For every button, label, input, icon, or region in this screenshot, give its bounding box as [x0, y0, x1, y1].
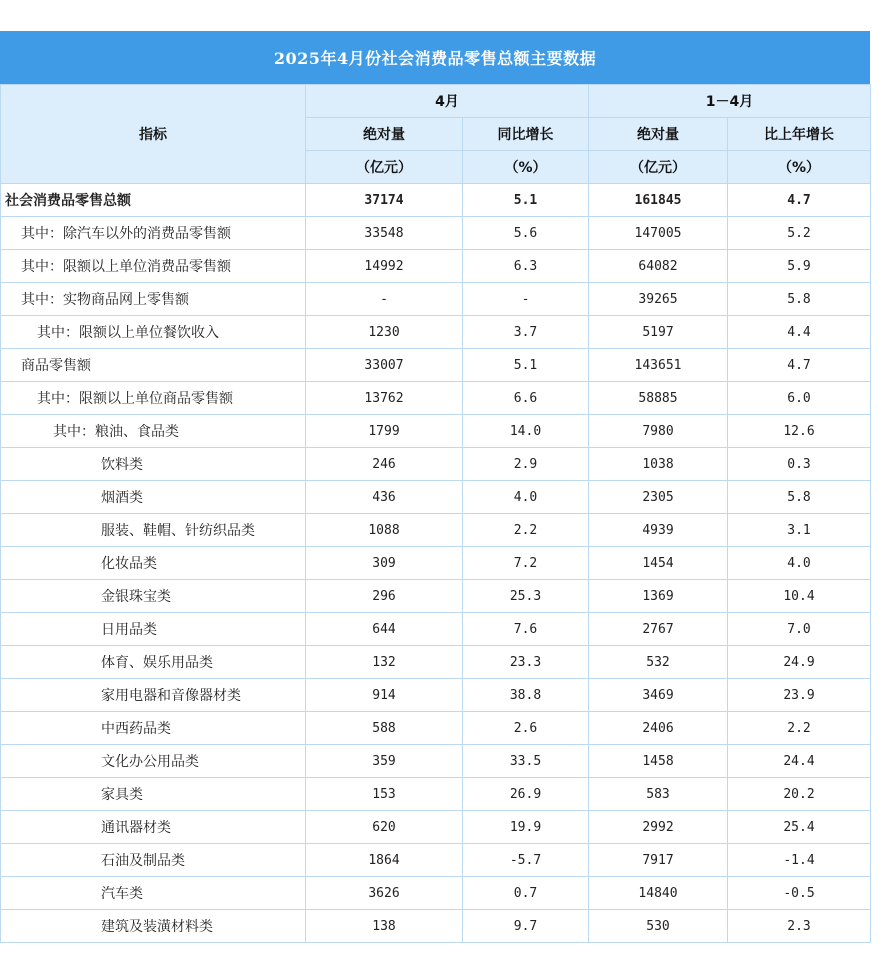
april-absolute-value: 620: [306, 811, 463, 844]
row-label: 其中：粮油、食品类: [1, 415, 306, 448]
ytd-growth: 24.9: [728, 646, 871, 679]
april-absolute-value: 588: [306, 712, 463, 745]
table-row: [1, 415, 871, 448]
table-body: [1, 184, 871, 943]
table-row: [1, 250, 871, 283]
table-row: [1, 712, 871, 745]
row-label: 文化办公用品类: [1, 745, 306, 778]
row-label: 其中：限额以上单位消费品零售额: [1, 250, 306, 283]
header-unit-abs-april: （亿元）: [306, 151, 463, 184]
row-label: 商品零售额: [1, 349, 306, 382]
retail-sales-table: [0, 84, 871, 943]
ytd-growth: 24.4: [728, 745, 871, 778]
ytd-absolute-value: 532: [589, 646, 728, 679]
ytd-absolute-value: 2406: [589, 712, 728, 745]
ytd-absolute-value: 3469: [589, 679, 728, 712]
ytd-absolute-value: 2305: [589, 481, 728, 514]
ytd-absolute-value: 143651: [589, 349, 728, 382]
table-row: [1, 217, 871, 250]
row-label: 建筑及装潢材料类: [1, 910, 306, 943]
april-absolute-value: 132: [306, 646, 463, 679]
row-label: 服装、鞋帽、针纺织品类: [1, 514, 306, 547]
ytd-growth: 2.2: [728, 712, 871, 745]
ytd-growth: 5.2: [728, 217, 871, 250]
table-row: [1, 382, 871, 415]
row-label: 其中：除汽车以外的消费品零售额: [1, 217, 306, 250]
table-row: [1, 646, 871, 679]
april-absolute-value: 246: [306, 448, 463, 481]
april-absolute-value: 13762: [306, 382, 463, 415]
april-absolute-value: 1088: [306, 514, 463, 547]
april-absolute-value: 436: [306, 481, 463, 514]
ytd-growth: 25.4: [728, 811, 871, 844]
table-row: [1, 481, 871, 514]
april-yoy-growth: 5.1: [463, 349, 589, 382]
april-yoy-growth: 19.9: [463, 811, 589, 844]
april-yoy-growth: 7.2: [463, 547, 589, 580]
row-label: 其中：限额以上单位餐饮收入: [1, 316, 306, 349]
ytd-absolute-value: 14840: [589, 877, 728, 910]
april-yoy-growth: 6.3: [463, 250, 589, 283]
header-period-jan-apr: 1－4月: [589, 85, 871, 118]
april-yoy-growth: 5.1: [463, 184, 589, 217]
april-absolute-value: 1864: [306, 844, 463, 877]
ytd-growth: 5.8: [728, 481, 871, 514]
april-yoy-growth: 23.3: [463, 646, 589, 679]
april-absolute-value: 33007: [306, 349, 463, 382]
table-row: [1, 877, 871, 910]
table-row: [1, 580, 871, 613]
april-yoy-growth: 2.9: [463, 448, 589, 481]
april-yoy-growth: -5.7: [463, 844, 589, 877]
april-yoy-growth: 2.2: [463, 514, 589, 547]
header-abs-april: 绝对量: [306, 118, 463, 151]
table-row: [1, 778, 871, 811]
april-absolute-value: 644: [306, 613, 463, 646]
ytd-growth: 23.9: [728, 679, 871, 712]
table-row: [1, 811, 871, 844]
ytd-growth: 7.0: [728, 613, 871, 646]
april-yoy-growth: 33.5: [463, 745, 589, 778]
ytd-absolute-value: 2767: [589, 613, 728, 646]
ytd-growth: -1.4: [728, 844, 871, 877]
april-absolute-value: 33548: [306, 217, 463, 250]
april-absolute-value: 914: [306, 679, 463, 712]
april-absolute-value: 37174: [306, 184, 463, 217]
april-absolute-value: 153: [306, 778, 463, 811]
ytd-growth: 4.7: [728, 184, 871, 217]
row-label: 社会消费品零售总额: [1, 184, 306, 217]
row-label: 家用电器和音像器材类: [1, 679, 306, 712]
april-yoy-growth: 7.6: [463, 613, 589, 646]
april-yoy-growth: 38.8: [463, 679, 589, 712]
ytd-growth: 12.6: [728, 415, 871, 448]
row-label: 体育、娱乐用品类: [1, 646, 306, 679]
header-period-april: 4月: [306, 85, 589, 118]
ytd-growth: -0.5: [728, 877, 871, 910]
header-unit-abs-ytd: （亿元）: [589, 151, 728, 184]
table-row: [1, 613, 871, 646]
ytd-absolute-value: 7917: [589, 844, 728, 877]
ytd-absolute-value: 1369: [589, 580, 728, 613]
row-label: 汽车类: [1, 877, 306, 910]
ytd-growth: 5.8: [728, 283, 871, 316]
april-yoy-growth: 14.0: [463, 415, 589, 448]
ytd-absolute-value: 1038: [589, 448, 728, 481]
row-label: 饮料类: [1, 448, 306, 481]
ytd-growth: 5.9: [728, 250, 871, 283]
ytd-absolute-value: 1454: [589, 547, 728, 580]
row-label: 家具类: [1, 778, 306, 811]
header-growth-ytd: 比上年增长: [728, 118, 871, 151]
table-row: [1, 910, 871, 943]
ytd-growth: 6.0: [728, 382, 871, 415]
ytd-growth: 4.4: [728, 316, 871, 349]
ytd-absolute-value: 161845: [589, 184, 728, 217]
table-row: [1, 349, 871, 382]
table-row: [1, 184, 871, 217]
april-yoy-growth: 3.7: [463, 316, 589, 349]
april-yoy-growth: -: [463, 283, 589, 316]
april-absolute-value: 359: [306, 745, 463, 778]
april-yoy-growth: 4.0: [463, 481, 589, 514]
april-absolute-value: 309: [306, 547, 463, 580]
table-row: [1, 679, 871, 712]
ytd-absolute-value: 64082: [589, 250, 728, 283]
april-absolute-value: 1230: [306, 316, 463, 349]
april-absolute-value: 3626: [306, 877, 463, 910]
table-row: [1, 745, 871, 778]
ytd-growth: 4.0: [728, 547, 871, 580]
ytd-absolute-value: 7980: [589, 415, 728, 448]
table-row: [1, 448, 871, 481]
april-absolute-value: -: [306, 283, 463, 316]
row-label: 金银珠宝类: [1, 580, 306, 613]
row-label: 烟酒类: [1, 481, 306, 514]
ytd-absolute-value: 530: [589, 910, 728, 943]
april-yoy-growth: 2.6: [463, 712, 589, 745]
ytd-absolute-value: 4939: [589, 514, 728, 547]
april-yoy-growth: 25.3: [463, 580, 589, 613]
data-table-panel: [0, 31, 870, 943]
row-label: 其中：实物商品网上零售额: [1, 283, 306, 316]
april-absolute-value: 1799: [306, 415, 463, 448]
april-absolute-value: 138: [306, 910, 463, 943]
april-yoy-growth: 5.6: [463, 217, 589, 250]
row-label: 其中：限额以上单位商品零售额: [1, 382, 306, 415]
ytd-absolute-value: 147005: [589, 217, 728, 250]
ytd-absolute-value: 583: [589, 778, 728, 811]
april-yoy-growth: 6.6: [463, 382, 589, 415]
row-label: 化妆品类: [1, 547, 306, 580]
table-row: [1, 316, 871, 349]
ytd-absolute-value: 1458: [589, 745, 728, 778]
april-yoy-growth: 9.7: [463, 910, 589, 943]
ytd-growth: 2.3: [728, 910, 871, 943]
row-label: 日用品类: [1, 613, 306, 646]
ytd-growth: 20.2: [728, 778, 871, 811]
header-abs-ytd: 绝对量: [589, 118, 728, 151]
header-unit-pct-april: （%）: [463, 151, 589, 184]
table-row: [1, 844, 871, 877]
ytd-absolute-value: 39265: [589, 283, 728, 316]
row-label: 通讯器材类: [1, 811, 306, 844]
row-label: 中西药品类: [1, 712, 306, 745]
table-title: 2025年4月份社会消费品零售总额主要数据: [0, 31, 870, 84]
ytd-growth: 4.7: [728, 349, 871, 382]
ytd-growth: 0.3: [728, 448, 871, 481]
table-row: [1, 283, 871, 316]
ytd-growth: 10.4: [728, 580, 871, 613]
table-row: [1, 547, 871, 580]
april-absolute-value: 296: [306, 580, 463, 613]
header-unit-pct-ytd: （%）: [728, 151, 871, 184]
april-yoy-growth: 0.7: [463, 877, 589, 910]
row-label: 石油及制品类: [1, 844, 306, 877]
april-yoy-growth: 26.9: [463, 778, 589, 811]
ytd-absolute-value: 2992: [589, 811, 728, 844]
ytd-absolute-value: 5197: [589, 316, 728, 349]
ytd-absolute-value: 58885: [589, 382, 728, 415]
april-absolute-value: 14992: [306, 250, 463, 283]
ytd-growth: 3.1: [728, 514, 871, 547]
header-yoy-april: 同比增长: [463, 118, 589, 151]
header-indicator: 指标: [1, 85, 306, 184]
table-row: [1, 514, 871, 547]
